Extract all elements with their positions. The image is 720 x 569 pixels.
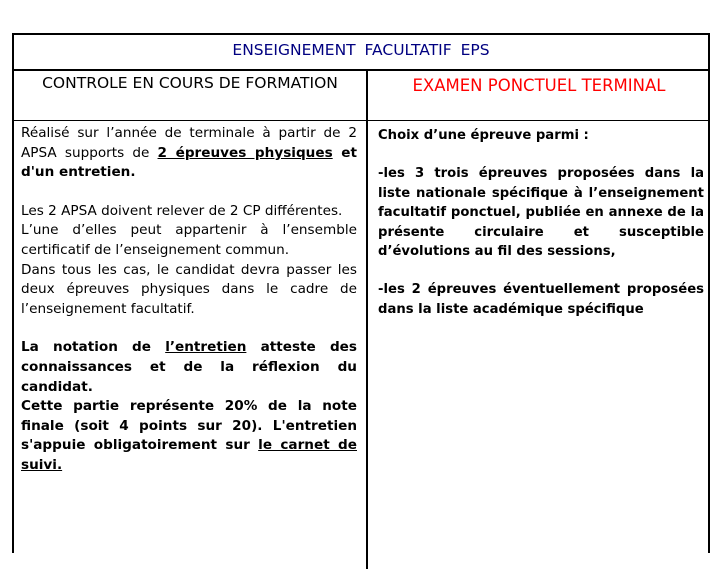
right-paragraph-3: -les 2 épreuves éventuellement proposées dans la liste académique spécifique xyxy=(378,282,704,317)
left-p4-text: Cette partie représente 20% de la note finale (soit 4 points sur 20). L'entretien s'appuie obligatoirement sur xyxy=(21,398,357,454)
page-title: ENSEIGNEMENT FACULTATIF EPS xyxy=(232,41,490,59)
right-column-heading: EXAMEN PONCTUEL TERMINAL xyxy=(412,76,666,95)
left-p1-text: Réalisé sur l’année de terminale à partir de 2 APSA supports de xyxy=(21,125,357,161)
left-p2-line1: Les 2 APSA doivent relever de 2 CP différentes. xyxy=(21,202,343,219)
left-p1-end: et d'un entretien. xyxy=(21,144,357,181)
left-paragraph-2 xyxy=(21,202,357,320)
right-paragraph-1: Choix d’une épreuve parmi : xyxy=(378,128,589,143)
left-p1-underlined: 2 épreuves physiques xyxy=(157,144,333,161)
left-p3-underlined: l’entretien xyxy=(165,339,247,356)
column-divider xyxy=(366,69,368,569)
left-paragraph-3 xyxy=(21,338,357,397)
header-divider xyxy=(14,120,708,121)
right-paragraph-2: -les 3 trois épreuves proposées dans la liste nationale spécifique à l’enseignement facultatif ponctuel, publiée en annexe de la présente circulaire et susceptible d’évolutions au fil des sessions, xyxy=(378,166,704,260)
table-title-row xyxy=(14,35,708,71)
left-p3-text: La notation de xyxy=(21,339,166,356)
left-p3-end: atteste des connaissances et de la réflexion du candidat. xyxy=(21,339,357,395)
left-paragraph-1 xyxy=(21,124,357,183)
left-p2-line3: Dans tous les cas, le candidat devra passer les deux épreuves physiques dans le cadre de l’enseignement facultatif. xyxy=(21,261,357,317)
left-column-body xyxy=(21,124,357,476)
right-column-body xyxy=(378,126,704,319)
left-p4-underlined: le carnet de suivi. xyxy=(21,437,357,473)
left-p2-line2: L’une d’elles peut appartenir à l’ensemble certificatif de l’enseignement commun. xyxy=(21,222,357,258)
left-paragraph-4 xyxy=(21,397,357,475)
document-table xyxy=(12,33,710,553)
left-column-heading: CONTROLE EN COURS DE FORMATION xyxy=(42,74,338,92)
